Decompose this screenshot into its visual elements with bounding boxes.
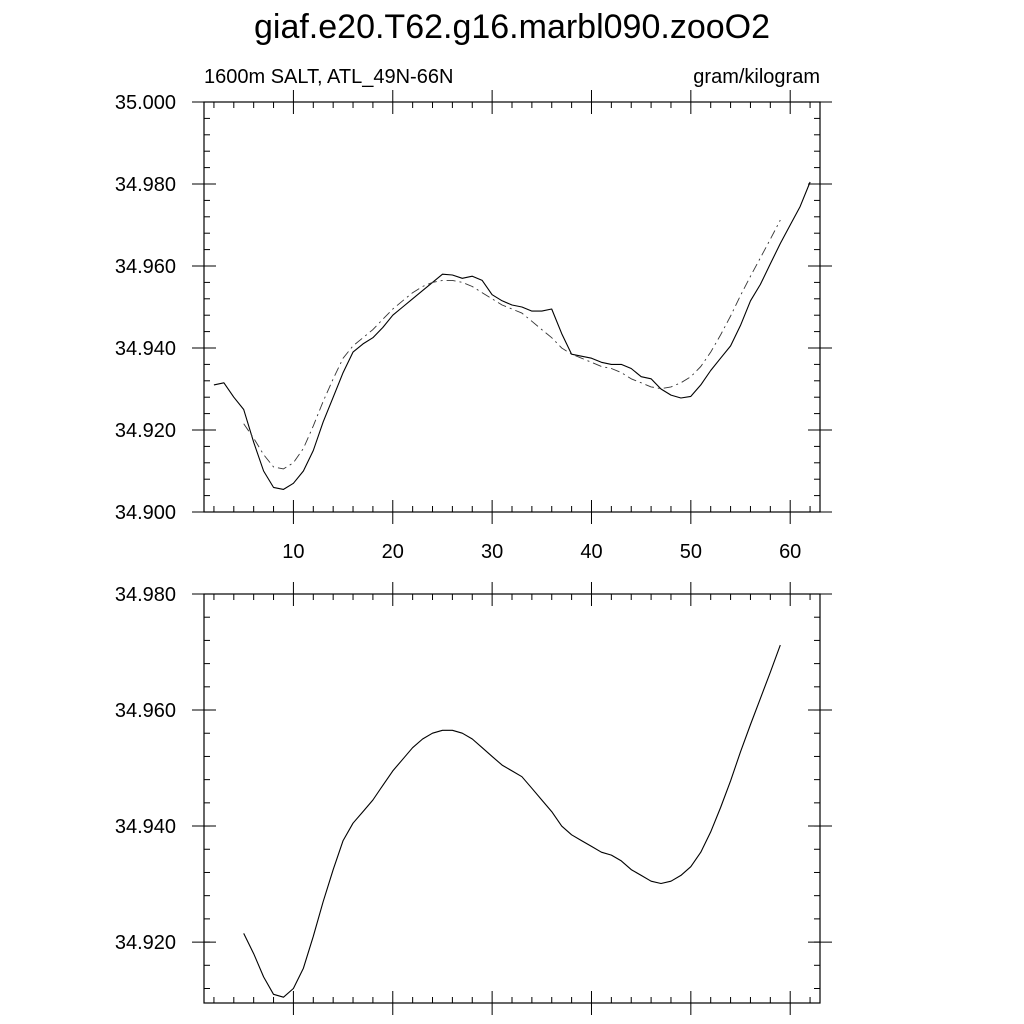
y-tick-label: 34.960 [114, 700, 176, 723]
smoothed-series-line [244, 220, 781, 469]
y-tick-label: 34.940 [114, 816, 176, 839]
x-tick-label: 60 [779, 541, 802, 563]
plot-frame [204, 594, 820, 1003]
bottom-panel [115, 582, 832, 1015]
x-tick-label: 50 [679, 541, 702, 563]
top-panel [115, 90, 832, 563]
left-subtitle: 1600m SALT, ATL_49N-66N [204, 66, 454, 88]
y-tick-label: 35.000 [114, 92, 176, 114]
series-line [244, 645, 781, 997]
x-tick-label: 40 [580, 541, 603, 563]
y-tick-label: 34.920 [114, 932, 176, 955]
y-tick-label: 34.900 [114, 502, 176, 524]
plot-frame [204, 102, 820, 512]
y-tick-label: 34.980 [114, 174, 176, 196]
chart-title: giaf.e20.T62.g16.marbl090.zooO2 [253, 8, 771, 46]
x-tick-label: 10 [282, 541, 305, 563]
y-tick-label: 34.980 [114, 584, 176, 606]
y-tick-label: 34.940 [114, 338, 176, 360]
x-tick-label: 30 [481, 541, 504, 563]
series-line [214, 182, 810, 489]
x-tick-label: 20 [381, 541, 404, 563]
y-tick-label: 34.920 [114, 420, 176, 442]
right-subtitle: gram/kilogram [693, 66, 820, 88]
y-tick-label: 34.960 [114, 256, 176, 278]
